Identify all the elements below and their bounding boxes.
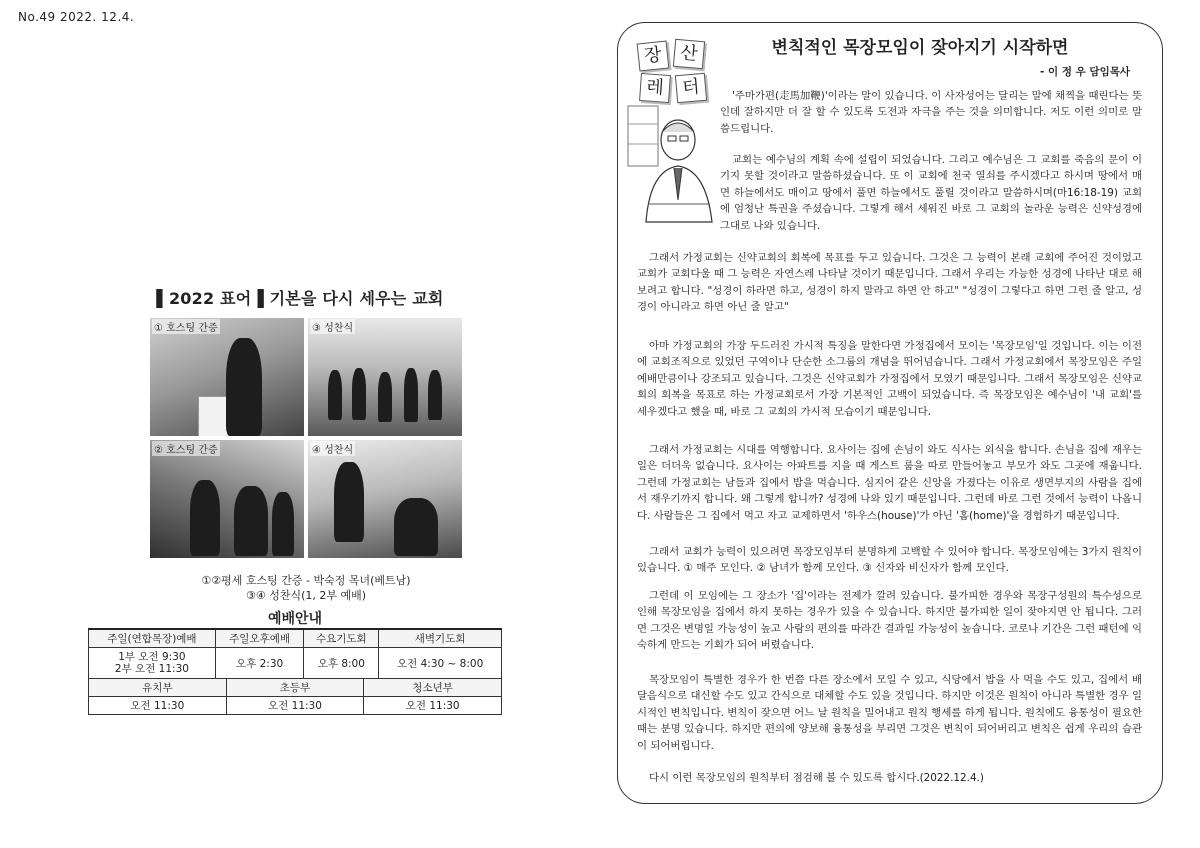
badge-char: 산 (673, 39, 705, 70)
school-service-table (88, 678, 502, 715)
service-header: 유치부 (89, 679, 227, 697)
service-time: 오전 11:30 (226, 697, 364, 715)
service-time: 오전 4:30 ~ 8:00 (379, 648, 502, 679)
article-title: 변칙적인 목장모임이 잦아지기 시작하면 (771, 38, 1069, 58)
article-paragraph: 목장모임이 특별한 경우가 한 번쯤 다른 장소에서 모일 수 있고, 식당에서 밥을 사 먹을 수도 있고, 집에서 배달음식으로 대신할 수도 있고 간식으로 대체할 수도 있을 것입니다. 하지만 이것은 원칙이 아니라 특별한 경우 일시적인 변칙입니다. 변칙이 잦으면 어느 날 원칙을 밀어내고 원칙 행세를 하게 됩니다. 원칙에도 융통성이 필요한 때는 분명 있습니다. 하지만 편의에 양보해 융통성을 부리면 그것은 변칙이 되어버리고 변칙은 쉽게 우리의 습관이 되어버립니다. (637, 674, 1142, 752)
photo-hosting-testimony-1 (150, 318, 304, 436)
service-table (88, 628, 502, 679)
service-time: 오후 8:00 (304, 648, 379, 679)
badge-char: 장 (637, 41, 670, 72)
badge-char: 터 (675, 73, 707, 104)
photo-label: ① 호스팅 간증 (152, 319, 220, 334)
photo-caption-line: ③④ 성찬식(1, 2부 예배) (245, 589, 367, 602)
person-figure (352, 368, 366, 420)
article-paragraph: 다시 이런 목장모임의 원칙부터 점검해 볼 수 있도록 합시다.(2022.12.4.) (649, 772, 984, 784)
service-guide-title: 예배안내 (267, 611, 323, 627)
person-figure (234, 486, 268, 556)
article-paragraph: 교회는 예수님의 계획 속에 설립이 되었습니다. 그리고 예수님은 그 교회를 죽음의 문이 이기지 못할 것이라고 말씀하셨습니다. 또 이 교회에 천국 열쇠를 주시겠다고 하시며 땅에서 매면 하늘에서도 매이고 땅에서 풀면 하늘에서도 풀릴 것이라고 말씀하시며(마16:18-19) 교회에 엄청난 특권을 주셨습니다. 그렇게 해서 세워진 바로 그 교회의 놀라운 능력은 신약성경에 그대로 나와 있습니다. (720, 154, 1142, 232)
service-header: 청소년부 (364, 679, 502, 697)
issue-number: No.49 2022. 12.4. (18, 10, 135, 24)
service-time: 1부 오전 9:30 2부 오전 11:30 (89, 648, 216, 679)
speaker-figure (226, 338, 262, 436)
badge-char: 레 (639, 73, 671, 103)
person-figure (272, 492, 294, 556)
person-figure (378, 372, 392, 422)
service-time: 오전 11:30 (89, 697, 227, 715)
motto-title: ▌2022 표어▐ 기본을 다시 세우는 교회 (156, 289, 444, 308)
photo-label: ③ 성찬식 (310, 319, 355, 334)
article-paragraph: 그래서 교회가 능력이 있으려면 목장모임부터 분명하게 고백할 수 있어야 합니다. 목장모임에는 3가지 원칙이 있습니다. ① 매주 모인다. ② 남녀가 함께 모인다. ③ 신자와 비신자가 함께 모인다. (637, 546, 1142, 575)
article-paragraph: 그래서 가정교회는 신약교회의 회복에 목표를 두고 있습니다. 그것은 그 능력이 본래 교회에 주어진 것이었고 교회가 교회다울 때 그 능력은 자연스레 나타날 것이기 때문입니다. 그래서 우리는 가능한 성경에 나타난 대로 해보려고 합니다. "성경이 하라면 하고, 성경이 하지 말라고 하면 안 하고" "성경이 그렇다고 하면 그런 줄 알고, 성경이 아니라고 하면 아닌 줄 알고" (637, 252, 1142, 314)
person-figure (394, 498, 438, 556)
article-paragraph: 그런데 이 모임에는 그 장소가 '집'이라는 전제가 깔려 있습니다. 불가피한 경우와 목장구성원의 특수성으로 인해 목장모임을 집에서 하지 못하는 경우가 있을 수 있습니다. 하지만 불가피한 일이 잦아지면 안 됩니다. 그러면 그것은 변명일 가능성이 높고 사람의 편의를 따라간 결과일 가능성이 높습니다. 코로나 기간은 그런 패턴에 익숙하게 만드는 기회가 되어 버렸습니다. (637, 590, 1142, 652)
photo-caption-line: ①②평세 호스팅 간증 - 박숙정 목녀(베트남) (201, 574, 411, 587)
service-time: 오전 11:30 (364, 697, 502, 715)
photo-communion-2 (308, 440, 462, 558)
photo-label: ② 호스팅 간증 (152, 441, 220, 456)
service-header: 주일오후예배 (215, 629, 304, 648)
pastor-portrait-sketch (626, 104, 718, 224)
column-badge (634, 40, 714, 104)
service-header: 수요기도회 (304, 629, 379, 648)
article-paragraph: 그래서 가정교회는 시대를 역행합니다. 요사이는 집에 손님이 와도 식사는 외식을 합니다. 손님을 집에 재우는 일은 더더욱 없습니다. 요사이는 아파트를 지을 때 게스트 룸을 따로 만들어놓고 부모가 와도 그곳에 재웁니다. 그런데 가정교회는 남들과 집에서 밥을 먹습니다. 심지어 같은 신앙을 가졌다는 이유로 생면부지의 사람을 집에서 재우기까지 합니다. 왜 그렇게 합니까? 성경에 나와 있기 때문입니다. 그런데 바로 그런 것에서 능력이 나옵니다. 사람들은 그 집에서 먹고 자고 교제하면서 '하우스(house)'가 아닌 '홈(home)'을 경험하기 때문입니다. (637, 444, 1142, 522)
person-figure (328, 370, 342, 420)
article-paragraph: 아마 가정교회의 가장 두드러진 가시적 특징을 말한다면 가정집에서 모이는 '목장모임'일 것입니다. 이는 이전에 교회조직으로 있었던 구역이나 단순한 소그룹의 개념을 뛰어넘습니다. 그래서 가정교회에서 목장모임은 주일예배만큼이나 강조되고 있습니다. 그것은 신약교회가 가정집에서 모였기 때문입니다. 그래서 목장모임은 신약교회의 회복을 목표로 하는 가정교회로서 가장 기본적인 고백이 되었습니다. 즉 목장모임은 예수님이 '내 교회'를 세우겠다고 했을 때, 바로 그 교회의 가시적 모습이기 때문입니다. (637, 340, 1142, 418)
person-figure (334, 462, 364, 542)
service-time: 오후 2:30 (215, 648, 304, 679)
service-header: 주일(연합목장)예배 (89, 629, 216, 648)
photo-label: ④ 성찬식 (310, 441, 355, 456)
photo-communion-1 (308, 318, 462, 436)
photo-caption (150, 573, 462, 603)
person-figure (190, 480, 220, 556)
service-header: 초등부 (226, 679, 364, 697)
person-figure (428, 370, 442, 420)
article-paragraph: '주마가편(走馬加鞭)'이라는 말이 있습니다. 이 사자성어는 달리는 말에 채찍을 때린다는 뜻인데 잘하지만 더 잘 할 수 있도록 도전과 자극을 주는 것을 의미합니다. 저도 이런 의미로 말씀드립니다. (720, 90, 1142, 135)
photo-hosting-testimony-2 (150, 440, 304, 558)
person-figure (404, 368, 418, 422)
service-header: 새벽기도회 (379, 629, 502, 648)
article-author: - 이 정 우 담임목사 (1040, 66, 1130, 78)
photo-grid (150, 318, 462, 560)
